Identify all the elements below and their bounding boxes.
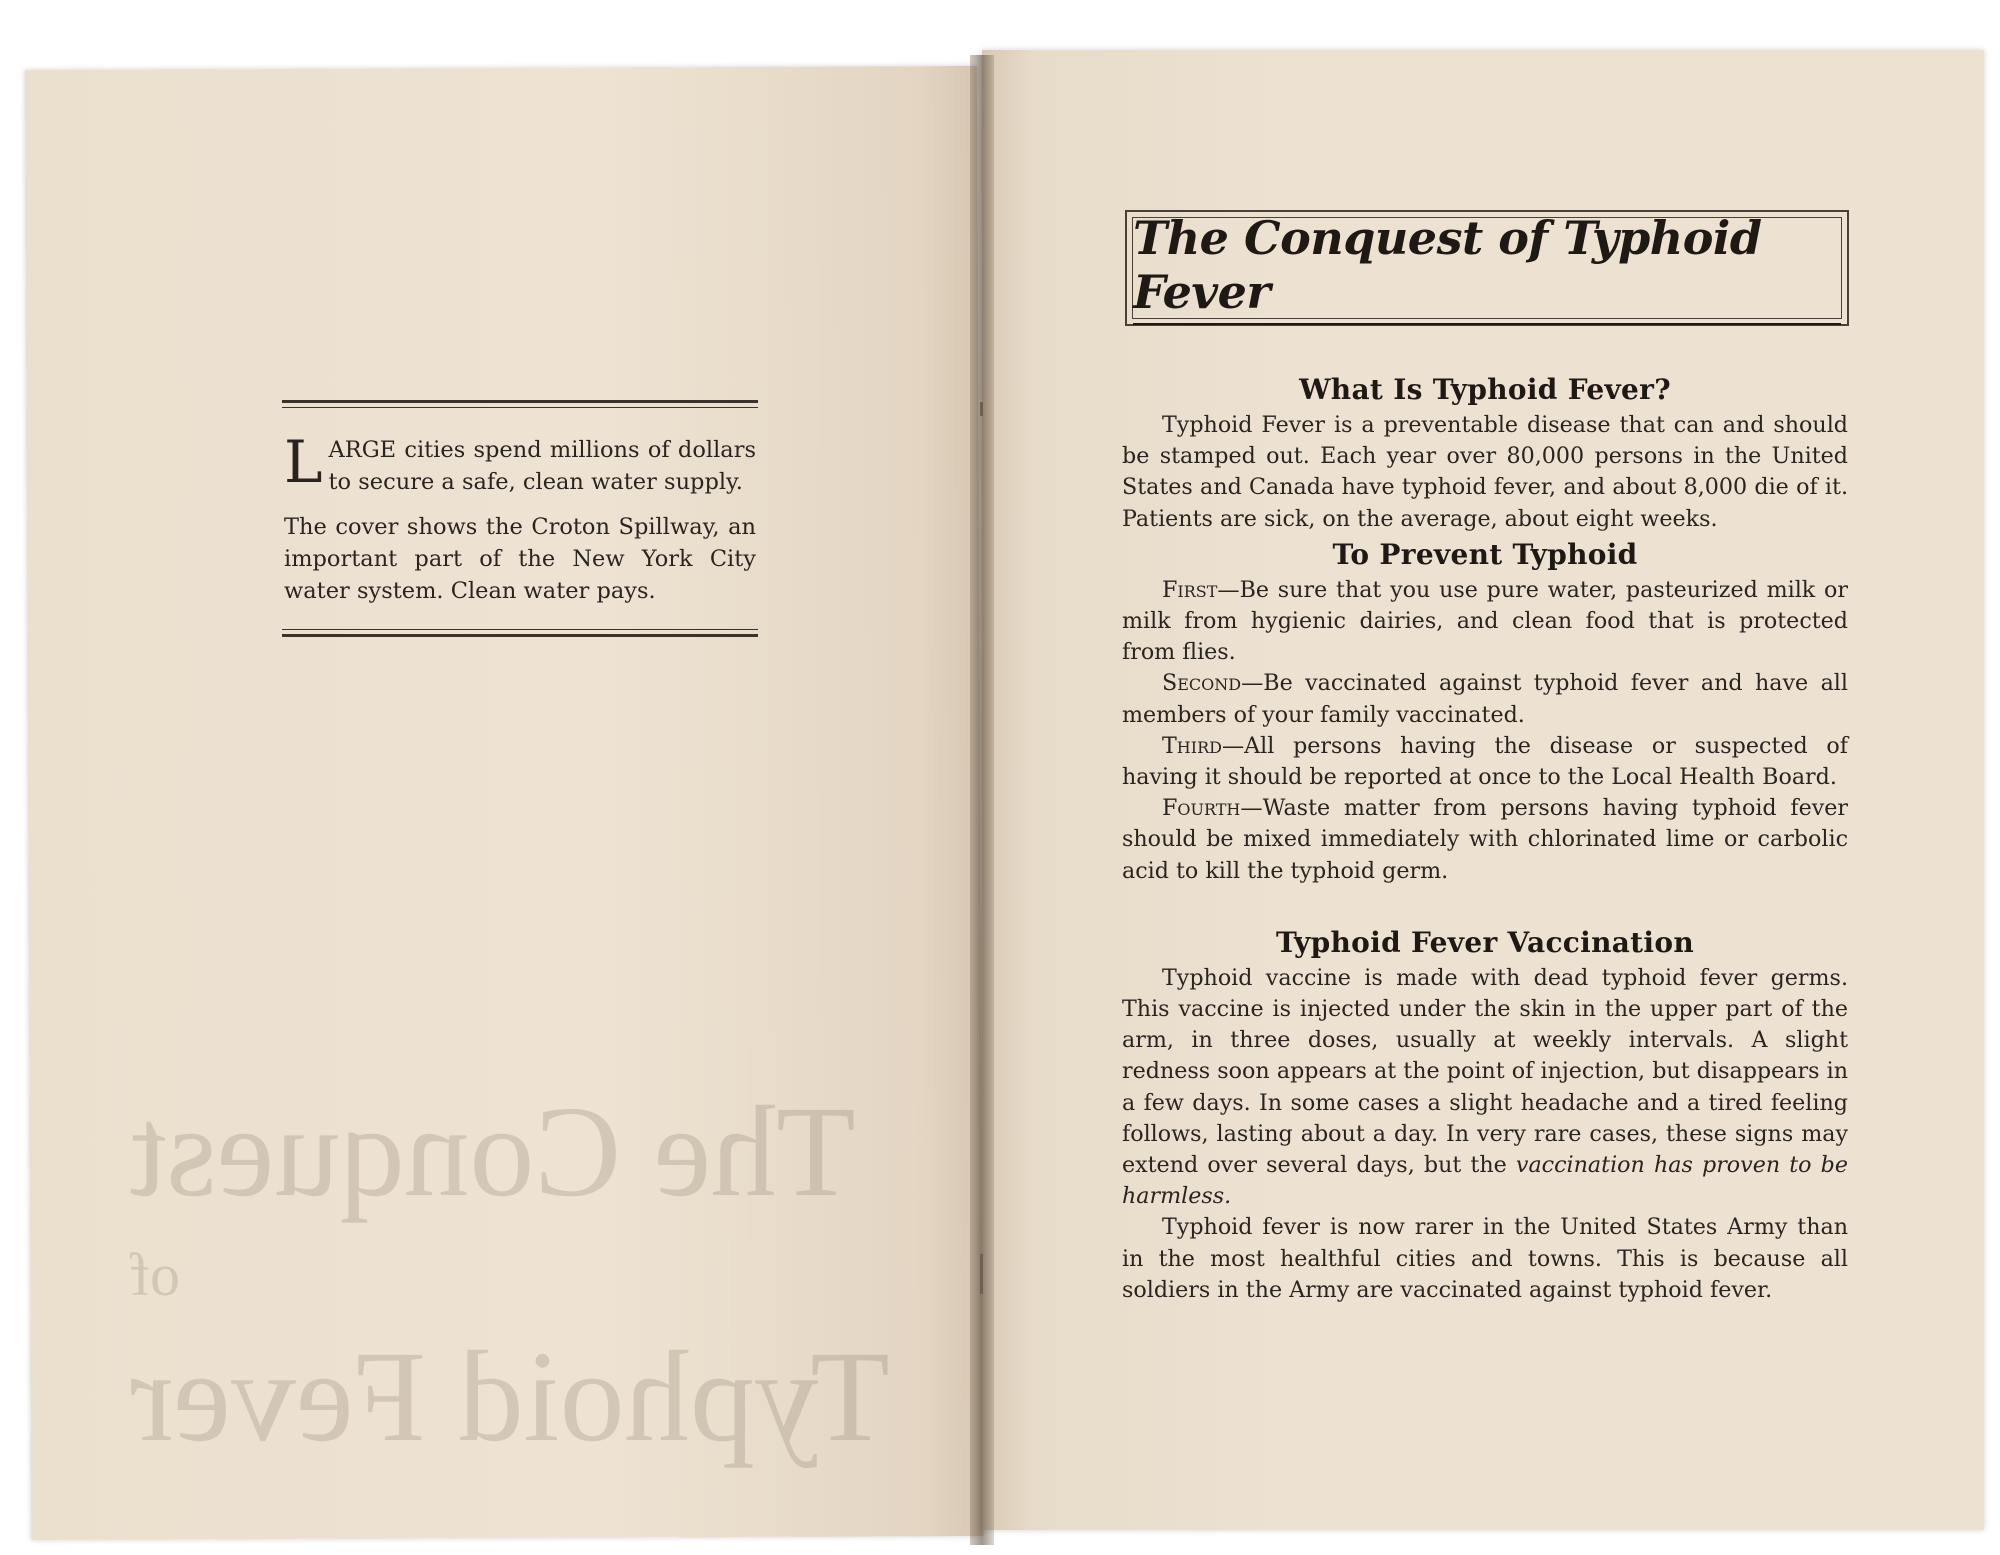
item-text: —Waste matter from persons having typhoid fever should be mixed immediately with chlorinated lime or carbolic acid to kill the typhoid germ. (1122, 795, 1848, 884)
note-paragraph-1 (284, 428, 756, 498)
note-paragraph-2: The cover shows the Croton Spillway, an important part of the New York City water system. Clean water pays. (284, 514, 756, 604)
page-title: The Conquest of Typhoid Fever (1133, 211, 1841, 325)
item-label: First (1162, 576, 1218, 603)
heading-vaccination: Typhoid Fever Vaccination (1276, 925, 1694, 959)
staple-bottom (980, 1254, 983, 1294)
note-bottom-rule (282, 629, 758, 637)
item-label: Fourth (1162, 795, 1241, 822)
item-label: Third (1162, 732, 1222, 759)
paragraph-army: Typhoid fever is now rarer in the United States Army than in the most healthful cities and towns. This is because all soldiers in the Army are vaccinated against typhoid fever. (1122, 1214, 1848, 1303)
item-text: —All persons having the disease or suspected of having it should be reported at once to the Local Health Board. (1122, 732, 1848, 791)
note-text (282, 408, 758, 629)
water-supply-note (282, 400, 758, 637)
ghost-line-1: The Conquest (130, 1080, 856, 1224)
item-text: —Be sure that you use pure water, pasteurized milk or milk from hygienic dairies, and clean food that is protected from flies. (1122, 576, 1848, 666)
prevention-item-fourth (1122, 793, 1848, 887)
article-body (1122, 370, 1848, 1306)
staple-top (980, 402, 983, 416)
heading-what-is-typhoid: What Is Typhoid Fever? (1299, 373, 1671, 406)
note-top-rule (282, 400, 758, 408)
ghost-line-3: Typhoid Fever (130, 1325, 890, 1469)
prevention-item-third (1122, 731, 1848, 793)
vaccination-italic-text: vaccination has proven to be harmless. (1122, 1152, 1848, 1210)
paragraph-vaccination (1122, 963, 1848, 1213)
title-inner-frame (1132, 211, 1842, 319)
prevention-item-first (1122, 575, 1848, 669)
item-text: —Be vaccinated against typhoid fever and have all members of your family vaccinated. (1122, 670, 1848, 728)
ghost-line-2: of (130, 1242, 180, 1308)
title-frame (1125, 210, 1849, 326)
note-paragraph-1-text: ARGE cities spend millions of dollars to secure a safe, clean water supply. (328, 437, 756, 495)
vaccination-text: Typhoid vaccine is made with dead typhoid fever germs. This vaccine is injected under the skin in the upper part of the arm, in three doses, usually at weekly intervals. A slight redness soon appears at the point of injection, but disappears in a few days. In some cases a slight headache and a tired feeling follows, lasting about a day. In very rare cases, these signs may extend over several days, but the (1122, 964, 1848, 1179)
book-gutter (970, 55, 994, 1545)
paragraph-what-is-typhoid: Typhoid Fever is a preventable disease that can and should be stamped out. Each year over 80,000 persons in the United States and Canada have typhoid fever, and about 8,000 die of it. Patients are sick, on the average, about eight weeks. (1122, 412, 1848, 532)
drop-cap: L (284, 428, 323, 496)
heading-to-prevent-typhoid: To Prevent Typhoid (1332, 537, 1638, 571)
show-through-cover-text (130, 1060, 890, 1490)
item-label: Second (1162, 670, 1242, 697)
prevention-list (1122, 575, 1848, 887)
prevention-item-second (1122, 668, 1848, 730)
